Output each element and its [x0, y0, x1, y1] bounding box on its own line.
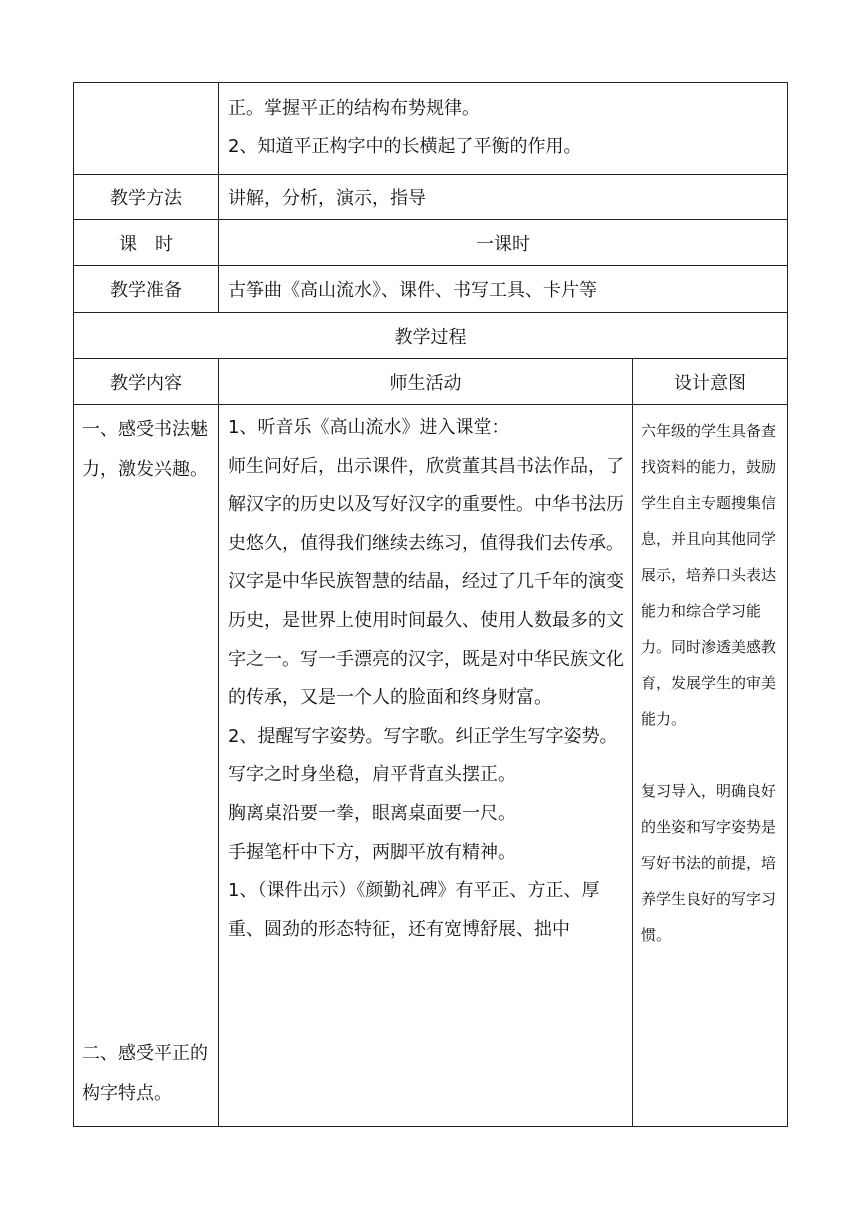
- header-content: 教学内容: [74, 359, 219, 405]
- poem-line-2: 胸离桌沿要一拳，眼离桌面要一尺。: [228, 802, 516, 824]
- poem-line-1: 写字之时身坐稳，肩平背直头摆正。: [228, 764, 516, 786]
- intent-2: 复习导入，明确良好的坐姿和写字姿势是写好书法的前提，培养学生良好的写字习惯。: [641, 782, 777, 944]
- objective-cell: [219, 83, 788, 175]
- hours-row: [74, 220, 788, 266]
- lesson-plan-table: [73, 82, 788, 1127]
- content-cell: [74, 405, 219, 1127]
- activity-1-title: 1、听音乐《高山流水》进入课堂：: [228, 417, 510, 438]
- column-header-row: [74, 359, 788, 405]
- hours-value: 一课时: [219, 220, 788, 266]
- prep-label: 教学准备: [74, 266, 219, 313]
- process-title: 教学过程: [74, 313, 788, 359]
- hours-label: 课 时: [74, 220, 219, 266]
- method-label: 教学方法: [74, 175, 219, 220]
- method-value: 讲解，分析，演示，指导: [219, 175, 788, 220]
- activity-cell: [219, 405, 633, 1127]
- section2-content: 二、感受平正的构字特点。: [82, 1043, 208, 1104]
- empty-label-cell: [74, 83, 219, 175]
- objective-line-2: 2、知道平正构字中的长横起了平衡的作用。: [228, 136, 582, 157]
- header-activity: 师生活动: [219, 359, 633, 405]
- prep-value: 古筝曲《高山流水》、课件、书写工具、卡片等: [219, 266, 788, 313]
- section1-content: 一、感受书法魅力，激发兴趣。: [82, 419, 208, 480]
- section2-activity: 1、（课件出示）《颜勤礼碑》有平正、方正、厚重、圆劲的形态特征，还有宽博舒展、拙中: [228, 880, 600, 940]
- process-title-row: [74, 313, 788, 359]
- method-row: [74, 175, 788, 220]
- activity-1-body: 师生问好后，出示课件，欣赏董其昌书法作品，了解汉字的历史以及写好汉字的重要性。中华书法历史悠久，值得我们继续去练习，值得我们去传承。汉字是中华民族智慧的结晶，经过了几千年的演变历史，是世界上使用时间最久、使用人数最多的文字之一。写一手漂亮的汉字，既是对中华民族文化的传承，又是一个人的脸面和终身财富。: [228, 455, 624, 709]
- header-intent: 设计意图: [633, 359, 788, 405]
- objective-line-1: 正。掌握平正的结构布势规律。: [228, 98, 480, 119]
- activity-2-title: 2、提醒写字姿势。写字歌。纠正学生写字姿势。: [228, 725, 618, 747]
- process-body-row: [74, 405, 788, 1127]
- intent-1: 六年级的学生具备查找资料的能力，鼓励学生自主专题搜集信息，并且向其他同学展示，培养口头表达能力和综合学习能力。同时渗透美感教育，发展学生的审美能力。: [641, 422, 777, 728]
- intent-cell: [633, 405, 788, 1127]
- poem-line-3: 手握笔杆中下方，两脚平放有精神。: [228, 841, 516, 863]
- objective-continued-row: [74, 83, 788, 175]
- intent-spacer: [641, 737, 783, 773]
- prep-row: [74, 266, 788, 313]
